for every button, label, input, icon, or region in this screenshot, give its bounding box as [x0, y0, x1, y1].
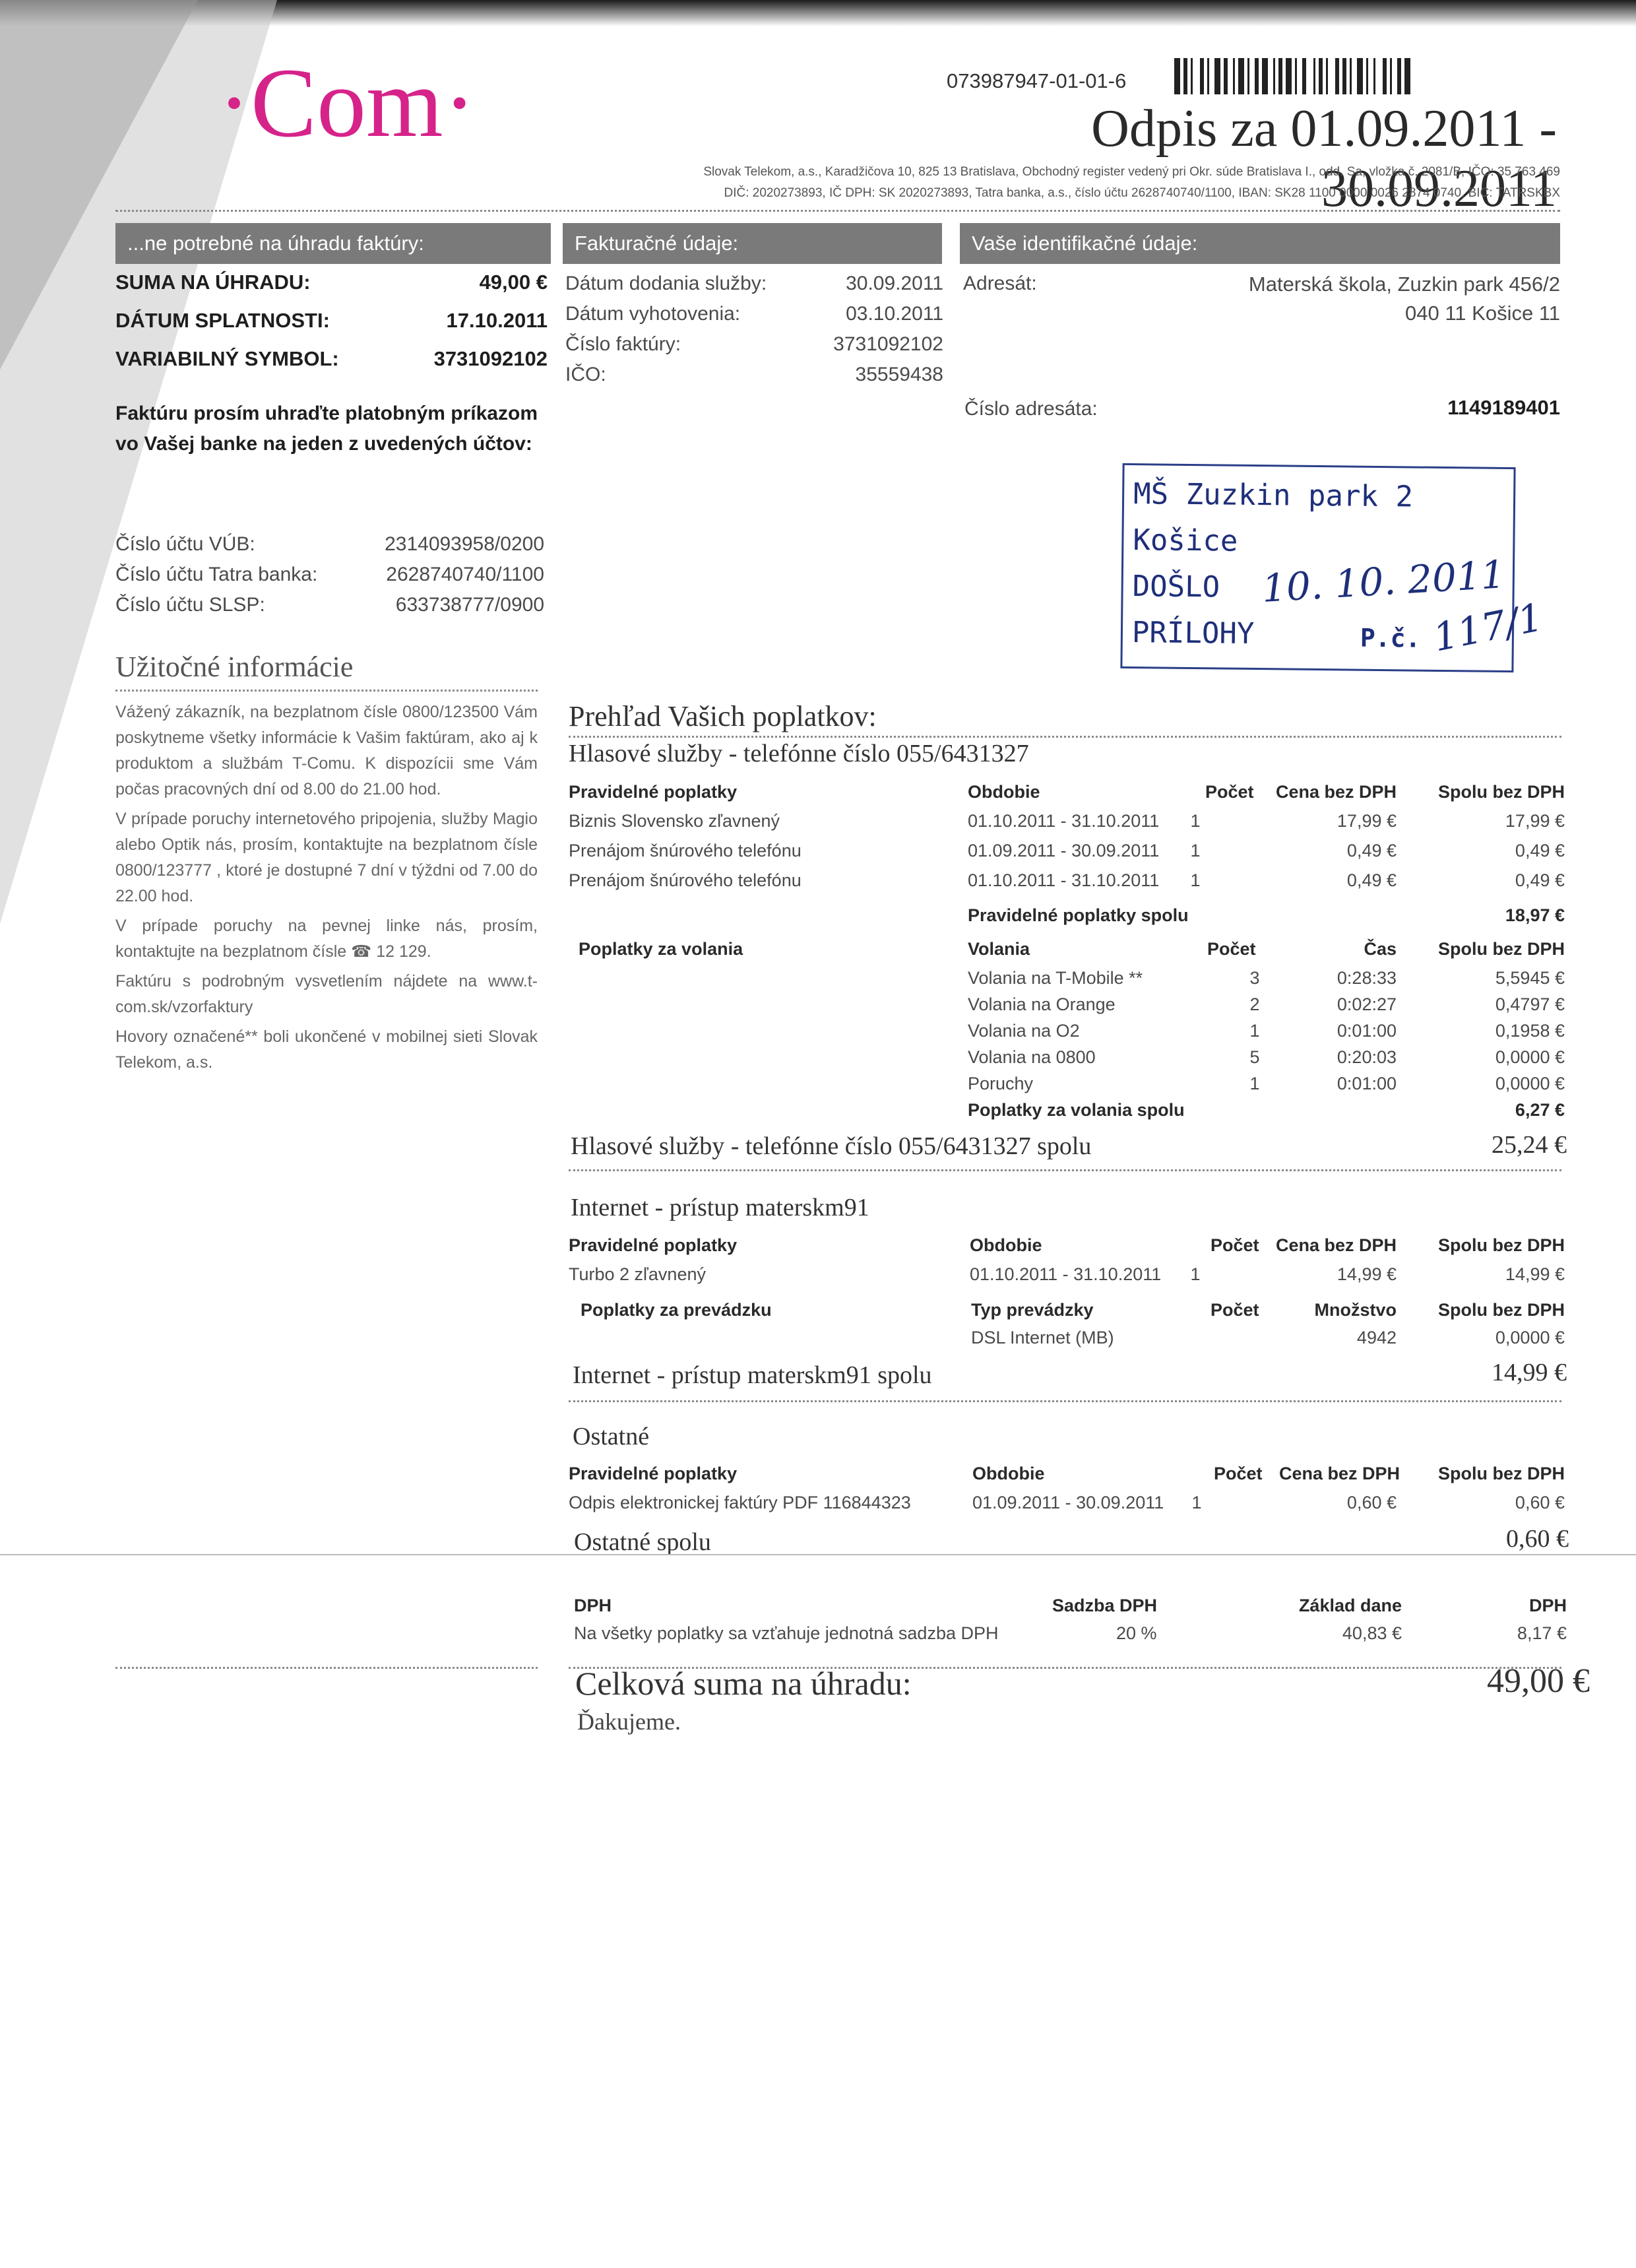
header-divider	[115, 210, 1560, 212]
cell: Volania na Orange	[968, 994, 1116, 1014]
col-header: Cena bez DPH	[1275, 782, 1397, 802]
invoice-row	[565, 273, 943, 303]
subtotal-label: Pravidelné poplatky spolu	[968, 905, 1189, 925]
vat-table	[574, 1596, 1570, 1651]
col-header: Základ dane	[1298, 1596, 1402, 1615]
cell: 0:01:00	[1337, 1021, 1397, 1041]
stamp-reference-number: 117/1	[1429, 594, 1547, 661]
useful-info-divider	[115, 690, 538, 692]
cell: Biznis Slovensko zľavnený	[569, 811, 780, 831]
grand-total-label: Celková suma na úhradu:	[575, 1665, 912, 1702]
col-header: Počet	[1211, 1300, 1259, 1320]
cell: 0,60 €	[1515, 1493, 1565, 1512]
cell: DSL Internet (MB)	[971, 1328, 1114, 1347]
invoice-rows	[565, 273, 943, 394]
voice-section-title: Hlasové služby - telefónne číslo 055/6431327	[569, 740, 1029, 767]
addressee-label: Adresát:	[963, 273, 1037, 294]
invoice-value: 03.10.2011	[846, 303, 943, 325]
scan-fold-line	[0, 1554, 1636, 1555]
cell: 1	[1249, 1074, 1260, 1093]
cell: Na všetky poplatky sa vzťahuje jednotná sadzba DPH	[574, 1623, 999, 1643]
stamp-line-2: Košice	[1133, 523, 1238, 558]
col-header: Spolu bez DPH	[1437, 1235, 1565, 1255]
internet-divider	[569, 1400, 1561, 1402]
payment-row-vs	[115, 347, 548, 385]
stamp-received-date: 10. 10. 2011	[1261, 552, 1507, 611]
subtotal-row	[569, 1100, 1571, 1129]
cell: 01.10.2011 - 31.10.2011	[968, 870, 1160, 890]
internet-total-value: 14,99 €	[1492, 1359, 1567, 1386]
payment-value: 17.10.2011	[446, 309, 548, 332]
cell: 1	[1190, 841, 1201, 860]
voice-total-value: 25,24 €	[1492, 1131, 1567, 1159]
payment-value: 49,00 €	[479, 271, 548, 294]
payment-row-due	[115, 309, 548, 347]
table-row	[574, 1623, 1570, 1651]
cell: 17,99 €	[1505, 811, 1565, 831]
cell: 01.09.2011 - 30.09.2011	[972, 1493, 1164, 1512]
overview-title: Prehľad Vašich poplatkov:	[569, 700, 877, 732]
cell: 0,60 €	[1346, 1493, 1397, 1512]
col-header: DPH	[1528, 1596, 1567, 1615]
payment-label: SUMA NA ÚHRADU:	[115, 271, 311, 294]
cell: Prenájom šnúrového telefónu	[569, 870, 802, 890]
table-row	[569, 968, 1571, 994]
table-row	[569, 1047, 1571, 1074]
other-section-title: Ostatné	[573, 1423, 650, 1450]
cell: 40,83 €	[1342, 1623, 1402, 1643]
payment-instruction-1: Faktúru prosím uhraďte platobným príkazom	[115, 403, 538, 424]
cell: 0,0000 €	[1495, 1074, 1565, 1093]
cell: 1	[1190, 1264, 1201, 1284]
payment-instruction-2: vo Vašej banke na jeden z uvedených účtov:	[115, 433, 532, 455]
col-header: Poplatky za volania	[579, 939, 743, 959]
cell: 0,49 €	[1346, 870, 1397, 890]
table-row	[569, 1074, 1571, 1100]
received-stamp	[1120, 463, 1547, 672]
col-header: Pravidelné poplatky	[569, 782, 738, 802]
other-total-label: Ostatné spolu	[574, 1528, 711, 1556]
cell: Odpis elektronickej faktúry PDF 116844323	[569, 1493, 911, 1512]
account-row	[115, 594, 544, 624]
col-header: Cena bez DPH	[1278, 1464, 1400, 1483]
col-header: Pravidelné poplatky	[569, 1464, 738, 1483]
account-label: Číslo účtu SLSP:	[115, 594, 265, 616]
col-header: Obdobie	[968, 782, 1040, 802]
payment-label: DÁTUM SPLATNOSTI:	[115, 309, 330, 332]
company-line-2: DIČ: 2020273893, IČ DPH: SK 2020273893, Tatra banka, a.s., číslo účtu 2628740740/1100, IBAN: SK28 1100 0000 0026 2874 0740, BIC: TATRSKBX	[724, 186, 1560, 200]
table-row	[569, 811, 1571, 841]
payment-label: VARIABILNÝ SYMBOL:	[115, 347, 339, 370]
cell: 2	[1249, 994, 1260, 1014]
cell: 0:20:03	[1337, 1047, 1397, 1067]
internet-regular-table	[569, 1235, 1571, 1294]
col-header: Pravidelné poplatky	[569, 1235, 738, 1255]
invoice-label: Číslo faktúry:	[565, 333, 681, 355]
subtotal-label: Poplatky za volania spolu	[968, 1100, 1185, 1120]
barcode	[1174, 58, 1524, 94]
col-header: Obdobie	[970, 1235, 1042, 1255]
table-header	[569, 1235, 1571, 1264]
account-row	[115, 564, 544, 594]
cell: Volania na 0800	[968, 1047, 1096, 1067]
table-row	[569, 1021, 1571, 1047]
invoice-row	[565, 364, 943, 394]
cell: 5	[1249, 1047, 1260, 1067]
cell: Turbo 2 zľavnený	[569, 1264, 706, 1284]
cell: 0,0000 €	[1495, 1328, 1565, 1347]
account-label: Číslo účtu Tatra banka:	[115, 564, 318, 585]
col-header: Počet	[1214, 1464, 1263, 1483]
voice-divider	[569, 1169, 1561, 1171]
invoice-label: Dátum dodania služby:	[565, 273, 767, 294]
col-header: Čas	[1364, 939, 1397, 959]
page-title: Odpis za 01.09.2011 - 30.09.2011	[1091, 100, 1557, 218]
invoice-row	[565, 303, 943, 333]
doc-number: 073987947-01-01-6	[947, 69, 1127, 92]
info-paragraph: Faktúru s podrobným vysvetlením nájdete na www.t-com.sk/vzorfaktury	[115, 972, 538, 1016]
other-total-value: 0,60 €	[1506, 1525, 1569, 1553]
other-regular-table	[569, 1464, 1571, 1522]
col-header: Spolu bez DPH	[1437, 782, 1565, 802]
invoice-value: 3731092102	[833, 333, 943, 355]
col-header: Obdobie	[972, 1464, 1045, 1483]
internet-total-label: Internet - prístup materskm91 spolu	[573, 1361, 932, 1389]
payment-rows	[115, 271, 548, 385]
account-number: 2314093958/0200	[385, 533, 544, 555]
account-label: Číslo účtu VÚB:	[115, 533, 255, 555]
table-row	[569, 994, 1571, 1021]
account-number: 2628740740/1100	[386, 564, 544, 585]
invoice-label: IČO:	[565, 364, 606, 385]
table-header	[569, 782, 1571, 811]
info-paragraph: V prípade poruchy internetového pripojenia, služby Magio alebo Optik nás, prosím, kontaktujte na bezplatnom čísle 0800/123777 , ktoré je dostupné 7 dní v týždni od 7.00 do 22.00 hod.	[115, 810, 538, 905]
invoice-row	[565, 333, 943, 364]
stamp-line-4-mid: P.č.	[1360, 623, 1421, 653]
table-row	[569, 1328, 1571, 1355]
cell: Poruchy	[968, 1074, 1034, 1093]
internet-ops-table	[569, 1300, 1571, 1355]
subtotal-value: 6,27 €	[1515, 1100, 1565, 1120]
thanks-text: Ďakujeme.	[577, 1708, 681, 1735]
cell: 0,4797 €	[1495, 994, 1565, 1014]
table-header	[569, 1464, 1571, 1493]
account-row	[115, 533, 544, 564]
table-row	[569, 841, 1571, 870]
bank-accounts	[115, 533, 544, 624]
voice-total-label: Hlasové služby - telefónne číslo 055/6431327 spolu	[571, 1132, 1092, 1160]
cell: 3	[1249, 968, 1260, 988]
cell: 0,49 €	[1515, 841, 1565, 860]
company-line-1: Slovak Telekom, a.s., Karadžičova 10, 825 13 Bratislava, Obchodný register vedený pri Okr. súde Bratislava I., odd. Sa, vložka č. 2081/B, IČO: 35 763 469	[703, 165, 1560, 179]
cell: 5,5945 €	[1495, 968, 1565, 988]
table-row	[569, 870, 1571, 900]
addressee-number: 1149189401	[1447, 396, 1560, 419]
subtotal-row	[569, 900, 1571, 938]
info-paragraph: V prípade poruchy na pevnej linke nás, prosím, kontaktujte na bezplatnom čísle ☎ 12 129.	[115, 917, 538, 961]
useful-info-body	[115, 699, 538, 1080]
col-header: Spolu bez DPH	[1437, 1300, 1565, 1320]
payment-value: 3731092102	[433, 347, 548, 370]
invoice-value: 30.09.2011	[846, 273, 943, 294]
cell: 0:01:00	[1337, 1074, 1397, 1093]
payment-bar: ...ne potrebné na úhradu faktúry:	[115, 223, 551, 264]
tcom-logo: ·Com·	[218, 48, 476, 158]
identification-bar: Vaše identifikačné údaje:	[960, 223, 1560, 264]
cell: Prenájom šnúrového telefónu	[569, 841, 802, 860]
addressee-line-1: Materská škola, Zuzkin park 456/2	[1248, 273, 1560, 296]
info-paragraph: Vážený zákazník, na bezplatnom čísle 0800/123500 Vám poskytneme všetky informácie k Vašim faktúram, ako aj k produktom a službám T-Comu. K dispozícii sme Vám počas pracovných dní od 8.00 do 21.00 hod.	[115, 703, 538, 798]
cell: 0,1958 €	[1495, 1021, 1565, 1041]
table-row	[569, 1493, 1571, 1522]
col-header: Cena bez DPH	[1275, 1235, 1397, 1255]
payment-row-amount	[115, 271, 548, 309]
cell: 1	[1249, 1021, 1260, 1041]
cell: 0,49 €	[1346, 841, 1397, 860]
stamp-line-1: MŠ Zuzkin park 2	[1133, 477, 1414, 514]
cell: 0:28:33	[1337, 968, 1397, 988]
col-header: Počet	[1207, 939, 1256, 959]
col-header: Typ prevádzky	[971, 1300, 1094, 1320]
cell: 01.09.2011 - 30.09.2011	[968, 841, 1160, 860]
addressee-line-2: 040 11 Košice 11	[1405, 302, 1560, 325]
cell: Volania na O2	[968, 1021, 1080, 1041]
cell: 8,17 €	[1517, 1623, 1567, 1643]
cell: 14,99 €	[1505, 1264, 1565, 1284]
cell: 14,99 €	[1337, 1264, 1397, 1284]
cell: 1	[1190, 811, 1201, 831]
col-header: Volania	[968, 939, 1030, 959]
col-header: Sadzba DPH	[1052, 1596, 1158, 1615]
col-header: Spolu bez DPH	[1437, 1464, 1565, 1483]
table-header	[569, 939, 1571, 968]
account-number: 633738777/0900	[395, 594, 544, 616]
subtotal-value: 18,97 €	[1505, 905, 1565, 925]
cell: 1	[1190, 870, 1201, 890]
stamp-line-4-label: PRÍLOHY	[1131, 616, 1255, 651]
cell: 01.10.2011 - 31.10.2011	[968, 811, 1160, 831]
addressee-number-label: Číslo adresáta:	[964, 398, 1098, 420]
col-header: Počet	[1211, 1235, 1259, 1255]
cell: 17,99 €	[1337, 811, 1397, 831]
col-header: Množstvo	[1314, 1300, 1397, 1320]
col-header: DPH	[574, 1596, 612, 1615]
cell: 20 %	[1116, 1623, 1157, 1643]
table-header	[574, 1596, 1570, 1623]
overview-divider	[569, 736, 1561, 738]
invoice-value: 35559438	[855, 364, 943, 385]
internet-section-title: Internet - prístup materskm91	[571, 1194, 869, 1221]
cell: 4942	[1356, 1328, 1397, 1347]
invoice-label: Dátum vyhotovenia:	[565, 303, 741, 325]
col-header: Spolu bez DPH	[1437, 939, 1565, 959]
grand-total-value: 49,00 €	[1487, 1662, 1590, 1700]
table-header	[569, 1300, 1571, 1328]
invoice-bar: Fakturačné údaje:	[563, 223, 942, 264]
voice-calls-table	[569, 939, 1571, 1129]
cell: 0,49 €	[1515, 870, 1565, 890]
useful-info-title: Užitočné informácie	[115, 651, 354, 683]
info-paragraph: Hovory označené** boli ukončené v mobilnej sieti Slovak Telekom, a.s.	[115, 1027, 538, 1072]
left-bottom-divider	[115, 1667, 538, 1669]
col-header: Počet	[1205, 782, 1254, 802]
cell: 0:02:27	[1337, 994, 1397, 1014]
table-row	[569, 1264, 1571, 1294]
col-header: Poplatky za prevádzku	[581, 1300, 772, 1320]
cell: 01.10.2011 - 31.10.2011	[970, 1264, 1162, 1284]
voice-regular-table	[569, 782, 1571, 938]
stamp-line-3-label: DOŠLO	[1132, 569, 1220, 604]
cell: 1	[1191, 1493, 1202, 1512]
cell: Volania na T-Mobile **	[968, 968, 1143, 988]
cell: 0,0000 €	[1495, 1047, 1565, 1067]
